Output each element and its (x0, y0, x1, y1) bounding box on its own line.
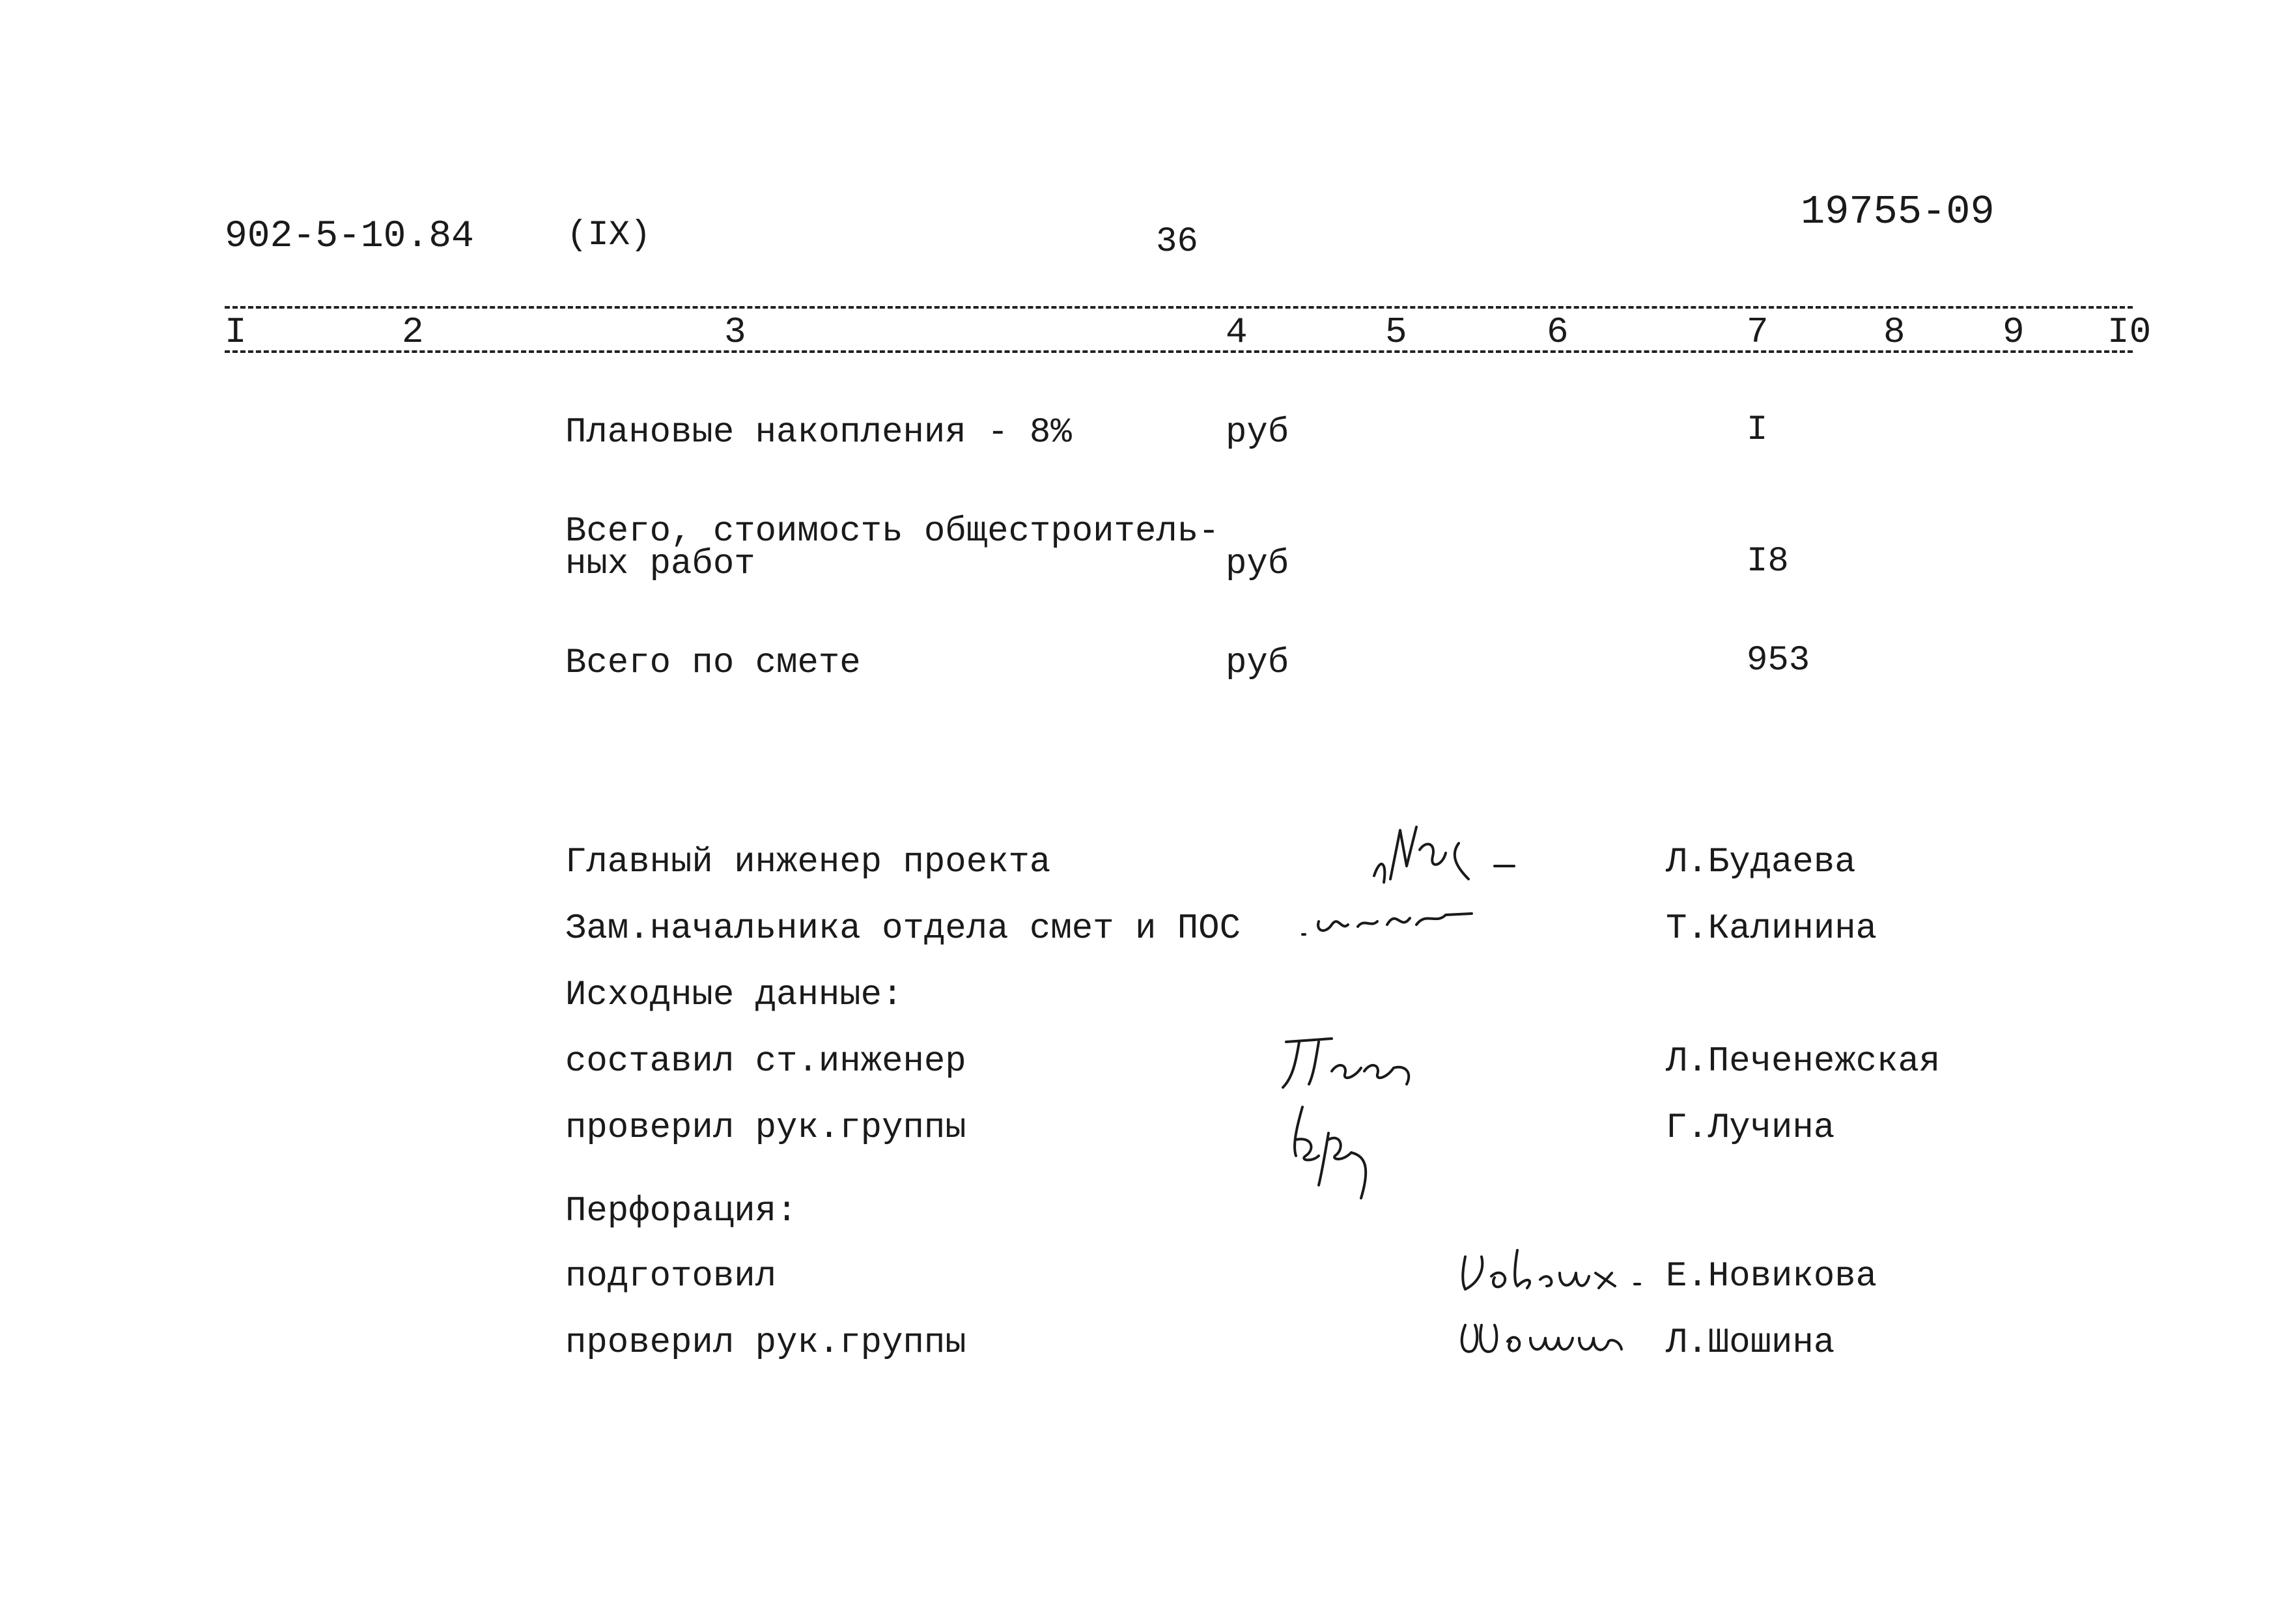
handwritten-signature-compiler (1273, 1026, 1442, 1097)
row-value: I8 (1747, 542, 1789, 581)
row-label-continued: ных работ (565, 544, 755, 584)
signature-name: Л.Будаева (1666, 843, 1856, 882)
signature-name: Т.Калинина (1666, 909, 1877, 949)
row-value: 953 (1747, 641, 1810, 680)
column-number-3: 3 (724, 311, 746, 353)
signature-name: Е.Новикова (1666, 1257, 1877, 1296)
column-number-9: 9 (2003, 311, 2025, 353)
row-label: Всего по смете (565, 643, 861, 683)
handwritten-signature-checker (1449, 1302, 1644, 1367)
signature-role: проверил рук.группы (565, 1323, 966, 1363)
row-unit: руб (1226, 643, 1289, 683)
column-number-10: I0 (2107, 311, 2152, 353)
row-unit: руб (1226, 413, 1289, 453)
header-rule-top (225, 306, 2133, 309)
column-number-5: 5 (1385, 311, 1407, 353)
signature-name: Л.Печенежская (1666, 1042, 1941, 1082)
doc-code: 902-5-10.84 (225, 216, 474, 258)
section-heading: Исходные данные: (565, 975, 903, 1015)
column-number-4: 4 (1226, 311, 1248, 353)
handwritten-signature-group-lead (1280, 1100, 1410, 1211)
handwritten-signature-chief-engineer (1361, 804, 1543, 895)
column-number-7: 7 (1747, 311, 1769, 353)
signature-name: Г.Лучина (1666, 1108, 1835, 1148)
row-value: I (1747, 410, 1768, 450)
header-rule-bottom (225, 350, 2133, 353)
signature-role: Главный инженер проекта (565, 843, 1051, 882)
row-label: Плановые накопления - 8% (565, 413, 1072, 453)
handwritten-signature-deputy-head (1296, 889, 1491, 947)
column-number-1: I (225, 311, 247, 353)
signature-role: составил ст.инженер (565, 1042, 966, 1082)
signature-role: проверил рук.группы (565, 1108, 966, 1148)
row-label: Всего, стоимость общестроитель- (565, 512, 1220, 552)
signature-name: Л.Шошина (1666, 1323, 1835, 1363)
column-number-6: 6 (1547, 311, 1569, 353)
row-unit: руб (1226, 544, 1289, 584)
archive-number: 19755-09 (1801, 189, 1995, 235)
column-number-8: 8 (1883, 311, 1905, 353)
section-heading: Перфорация: (565, 1192, 798, 1231)
handwritten-signature-preparer (1452, 1237, 1661, 1302)
page-number: 36 (1156, 222, 1198, 262)
signature-role: подготовил (565, 1257, 777, 1296)
column-number-2: 2 (402, 311, 424, 353)
signature-role: Зам.начальника отдела смет и ПОС (565, 909, 1241, 949)
section-label: (IX) (567, 216, 651, 255)
